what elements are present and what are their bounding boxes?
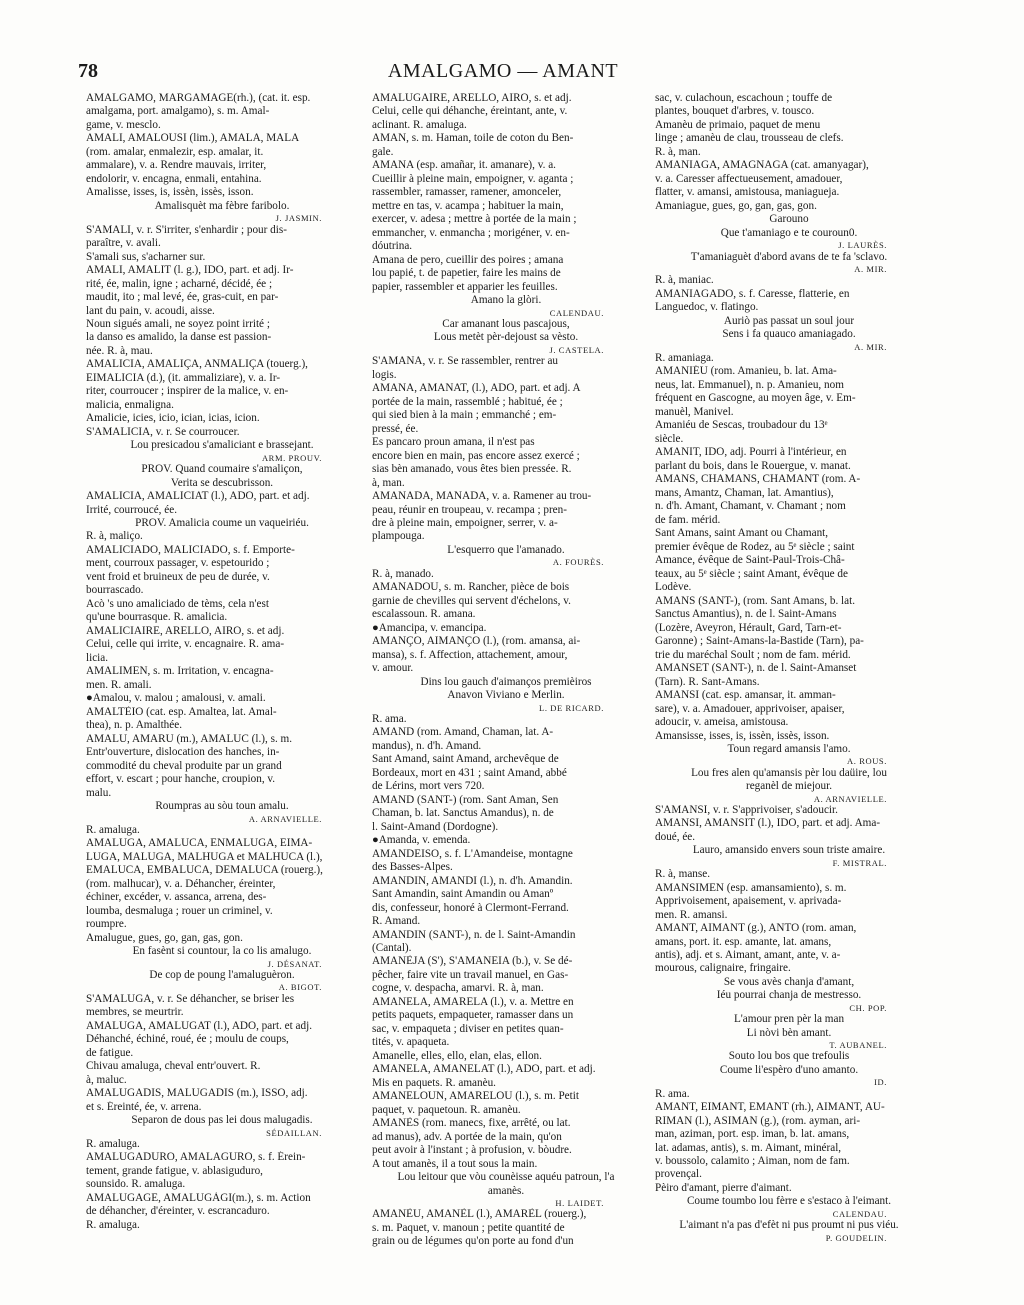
text-line: EIMALICIA (d.), (it. ammaliziare), v. a. Ir- [86,371,281,384]
text-line: AMANIAGADO, s. f. Caresse, flatterie, en [655,287,850,300]
text-line: LUGA, MALUGA, MALHUGA et MALHUCA (l.), [86,850,323,863]
text-line: AMAND (SANT-) (rom. Sant Aman, Sen [372,793,559,806]
text-line: AMALICIA, AMALIÇA, ANMALIÇA (touerg.), [86,358,308,371]
text-line: lou papié, t. de papetier, faire les mains de [372,267,561,280]
text-line: premier évêque de Rodez, au 5ᵉ siècle ; saint [655,540,855,553]
text-line: provençal. [655,1168,702,1181]
text-line: Sant Amans, saint Amant ou Chamant, [655,527,829,540]
text-line: ●Amalou, v. malou ; amalousi, v. amali. [86,692,266,705]
text-line: plantes, bouquet d'arbres, v. tousco. [655,105,815,118]
text-line: roumpre. [86,918,127,931]
text-line: R. amaniaga. [655,351,714,364]
text-line: de Lérins, mort vers 720. [372,780,485,793]
text-line: ment, courroux passager, v. espetourido ; [86,557,270,570]
text-line: de fam. mérid. [655,513,721,526]
text-line: doué, ée. [655,830,696,843]
quotation-source: CALENDAU. [549,307,604,318]
text-line: licia. [86,651,109,664]
text-line: tement, grande fatigue, v. ablasiguduro, [86,1164,263,1177]
text-line: AMANELA, AMARELA (l.), v. a. Mettre en [372,995,574,1008]
text-line: manuèl, Manivel. [655,405,734,418]
text-line: papier, rassembler et apparier les feuilles. [372,280,558,293]
text-line: Bordeaux, mort en 431 ; saint Amand, abbé [372,766,567,779]
text-line: S'AMALUGA, v. r. Se déhancher, se briser les [86,992,295,1005]
text-line: RIMAN (l.), ASIMAN (g.), (rom. ayman, ari- [655,1114,861,1127]
text-line: sounsido. R. amaluga. [86,1178,186,1191]
text-line: trie du maréchal Soult ; nom de fam. mérid. [655,648,851,661]
text-line: v. a. Caresser affectueusement, amadouer, [655,172,843,185]
text-line: maudit, ito ; mal levé, ée, gras-cuit, en par- [86,291,279,304]
text-line: adoucir, v. ameisa, amistousa. [655,716,789,729]
text-line: Sant Amandin, saint Amandin ou Amanº [372,888,554,901]
text-line: EMALUCA, EMBALUCA, DEMALUCA (rouerg.), [86,864,323,877]
text-line: AMALIMEN, s. m. Irritation, v. encagna- [86,665,274,678]
text-line: (Lozère, Aveyron, Hérault, Gard, Tarn-et- [655,621,842,634]
text-line: Amalicie, icies, icio, ician, icias, icion. [86,412,260,425]
text-line: R. à, maniac. [655,274,714,287]
text-line: AMANDEISO, s. f. L'Amandeise, montagne [372,847,573,860]
text-line: plampouga. [372,530,425,543]
page-header [78,60,928,90]
text-line: garnie de chevilles qui servent d'échelons, v. [372,594,571,607]
text-line: linge ; amanèu de clau, trousseau de clefs. [655,132,844,145]
text-line: Amansisse, isses, is, issèn, issès, isson. [655,729,830,742]
text-line: AMANELOUN, AMARELOU (l.), s. m. Petit [372,1090,579,1103]
quotation-source: A. BIGOT. [278,982,322,993]
quotation-line: amanès. [487,1184,525,1197]
text-line: flatter, v. amansi, amistousa, maniagueja. [655,186,840,199]
text-line: sac, v. culachoun, escachoun ; touffe de [655,92,833,104]
quotation-line: Amano la glòri. [470,294,542,307]
text-line: Pèiro d'amant, pierre d'aimant. [655,1181,792,1194]
text-line: AMANIÉU (rom. Amanieu, b. lat. Ama- [655,365,837,378]
text-line: Chaman, b. lat. Sanctus Amandus), n. de [372,807,554,820]
text-line: Noun sigués amali, ne soyez point irrité ; [86,317,270,330]
text-line: rassembler, ramasser, ramener, amonceler, [372,186,562,199]
text-line: R. amaluga. [86,1137,140,1150]
text-line: peau, réunir en troupeau, v. recampa ; pren- [372,503,567,516]
text-line: teaux, au 5ᵉ siècle ; saint Amant, évêque de [655,567,848,580]
text-line: sare), v. a. Amadouer, apprivoiser, apaiser, [655,702,845,715]
text-line: de déhancher, d'éreinter, v. escrancaduro. [86,1205,270,1218]
text-line: R. à, manse. [655,868,710,881]
text-line: AMALUGADIS, MALUGADIS (m.), ISSO, adj. [86,1087,308,1100]
quotation-line: Lou fres alen qu'amansis pèr lou daüire, lou [691,766,887,779]
text-line: R. à, man. [655,145,701,158]
text-line: Celui, celle qui déhanche, éreintant, ante, v. [372,105,568,118]
text-line: Déhanché, échiné, roué, ée ; moulu de coups, [86,1033,289,1046]
quotation-line: T'amaniaguèt d'abord avans de te fa 'sclavo. [690,250,888,263]
text-line: (rom. amalar, enmalezir, esp. amalar, it. [86,145,264,158]
quotation-source: J. CASTELA. [549,344,604,355]
quotation-line: Amalisquèt ma fèbre faribolo. [154,199,290,212]
text-line: amans, port. it. esp. amante, lat. amans, [655,935,832,948]
text-line: Sanctus Amantius), n. de l. Saint-Amans [655,608,837,621]
text-line: Amaniague, gues, go, gan, gas, gon. [655,199,817,212]
running-title: AMALGAMO — AMANT [387,60,619,82]
quotation-source: CALENDAU. [832,1208,887,1219]
text-line: paraître, v. avali. [86,237,161,250]
text-line: Amalugue, gues, go, gan, gas, gon. [86,931,243,944]
text-line: portée de la main, rassemblé ; habitué, ée ; [372,395,563,408]
text-line: dre à pleine main, empoigner, serrer, v. a- [372,517,558,529]
quotation-line: Car amanant lous pascajous, [442,317,570,330]
quotation-line: Que t'amaniago e te couroun0. [720,226,858,239]
text-line: AMANÈS (rom. manecs, fixe, arrêté, ou lat. [372,1117,571,1130]
text-line: dis, confesseur, honoré à Clermont-Ferrand. [372,901,569,914]
text-line: fréquent en Gascogne, au moyen âge, v. Em- [655,392,856,405]
text-line: Amanelle, elles, ello, elan, elas, ellon. [372,1049,542,1062]
text-line: AMANDIN, AMANDI (l.), n. d'h. Amandin. [372,874,573,887]
quotation-source: A. FOURÈS. [552,557,604,568]
text-line: Amance, évêque de Saint-Paul-Trois-Châ- [655,554,845,567]
text-line: AMALUGADURO, AMALAGURO, s. f. Érein- [86,1151,306,1164]
text-line: R. ama. [372,712,407,725]
text-line: ●Amanda, v. emenda. [372,834,471,847]
text-line: Lodève. [655,581,692,594]
quotation-source: J. LAURÈS. [838,240,887,251]
text-line: échiner, excéder, v. assanca, arrena, des- [86,891,267,904]
text-column-3 [655,92,923,1293]
text-line: aclinant. R. amaluga. [372,118,467,131]
text-line: et s. Éreinté, ée, v. arrena. [86,1100,202,1113]
text-line: neus, lat. Emmanuel), n. p. Amanieu, nom [655,378,844,391]
quotation-line: Souto lou bos que trefoulis [728,1050,850,1063]
text-column-1 [86,92,358,1293]
text-line: AMANELA, AMANELAT (l.), ADO, part. et adj. [372,1063,596,1076]
text-line: game, v. mesclo. [86,118,161,131]
text-line: dóutrina. [372,240,413,253]
text-line: R. à, maliço. [86,530,143,543]
text-line: mandus), n. d'h. Amand. [372,739,482,752]
text-line: loumba, desmaluga ; rouer un criminel, v. [86,904,273,917]
text-line: R. à, manado. [372,567,434,580]
text-line: cogne, v. despacha, amarvi. R. à, man. [372,982,544,995]
text-line: AMANÈJA (S'), S'AMANEIA (b.), v. Se dé- [372,955,573,968]
text-line: ammalare), v. a. Rendre mauvais, irriter, [86,159,267,172]
text-line: Amalisse, isses, is, issèn, issès, isson. [86,186,254,199]
text-line: grain ou de légumes qu'on porte au fond d'un [372,1235,574,1248]
text-line: n. d'h. Amant, Chamant, v. Chamant ; nom [655,500,846,513]
quotation-line: Toun regard amansis l'amo. [727,742,851,755]
quotation-line: PROV. Quand coumaire s'amaliçon, [141,463,303,476]
text-line: AMANS (SANT-), (rom. Sant Amans, b. lat. [655,594,856,607]
text-line: v. boussolo, calamito ; Aiman, nom de fam. [655,1154,850,1167]
text-line: malicia, enmaligna. [86,398,174,411]
page-number: 78 [78,60,98,82]
text-line: riter, courroucer ; inspirer de la malice, v. en- [86,385,289,398]
quotation-line: Coume toumbo lou fèrre e s'estaco à l'eimant. [686,1195,892,1208]
text-line: mansa), s. f. Affection, attachement, amour, [372,648,568,661]
text-line: man, aziman, port. esp. iman, b. lat. amans, [655,1128,850,1141]
text-line: AMALGAMO, MARGAMAGE(rh.), (cat. it. esp. [86,92,311,104]
text-line: AMANDIN (SANT-), n. de l. Saint-Amandin [372,928,576,941]
quotation-line: Garouno [769,213,809,226]
text-line: à, man. [372,476,405,489]
text-line: AMANSI, AMANSIT (l.), IDO, part. et adj. Ama- [655,817,881,830]
text-line: AMALUGA, AMALUGAT (l.), ADO, part. et adj. [86,1019,313,1032]
text-line: AMANA (esp. amañar, it. amanare), v. a. [372,159,556,172]
text-line: logis. [372,368,397,381]
text-line: R. amaluga. [86,1218,140,1231]
quotation-line: Lou leitour que vòu counèisse aquéu patroun, l'a [397,1171,615,1184]
text-line: AMALTÈIO (cat. esp. Amaltea, lat. Amal- [86,705,277,718]
text-line: pressé, ée. [372,422,419,435]
text-line: qui sied bien à la main ; emmanché ; em- [372,409,557,422]
text-line: Acò 's uno amaliciado de tèms, cela n'est [86,597,269,610]
text-line: vent froid et bruineux de peu de durée, v. [86,570,270,583]
text-line: lat. adamas, antis), s. m. Aimant, minéral, [655,1141,842,1154]
quotation-line: Separon de dous pas lei dous malugadis. [131,1114,313,1127]
text-line: la danso es amalido, la danse est passion- [86,331,272,344]
text-line: Amaniéu de Sescas, troubadour du 13ᵉ [655,419,828,432]
text-line: AMANÈU, AMANÈL (l.), AMARÈL (rouerg.), [372,1208,587,1221]
text-line: Amana de pero, cueillir des poires ; amana [372,253,564,266]
quotation-line: reganèl de miejour. [745,780,833,793]
text-line: bourrascado. [86,584,144,597]
text-line: endolorir, v. encagna, enmali, entahina. [86,172,262,185]
text-line: Mis en paquets. R. amanèu. [372,1076,496,1089]
quotation-source: A. ROUS. [847,756,887,767]
text-line: S'AMANA, v. r. Se rassembler, rentrer au [372,355,559,368]
text-line: S'AMALICIA, v. r. Se courroucer. [86,425,240,438]
text-line: emmancher, v. enmancha ; morigéner, v. en- [372,226,570,239]
text-line: à, maluc. [86,1073,127,1086]
text-line: S'AMALI, v. r. S'irriter, s'enhardir ; pour dis- [86,223,287,236]
text-line: AMALUGAIRE, ARELLO, AIRO, s. et adj. [372,92,572,104]
quotation-line: Dins lou gauch d'aimanços premièiros [420,675,592,688]
text-line: parlant du bois, dans le Rouergue, v. manat. [655,459,851,472]
text-line: AMANS, CHAMANS, CHAMANT (rom. A- [655,473,861,486]
text-line: petits paquets, empaqueter, ramasser dans un [372,1009,574,1022]
quotation-source: A. ARNAVIELLE. [248,813,322,824]
text-line: membres, se meurtrir. [86,1006,184,1019]
quotation-line: L'aimant n'a pas d'efèt ni pus proumt ni pus viéu. [679,1219,899,1232]
text-line: sac, v. empaqueta ; diviser en petites quan- [372,1022,564,1035]
text-line: AMALICIAIRE, ARELLO, AIRO, s. et adj. [86,624,285,637]
text-line: Entr'ouverture, dislocation des hanches, in- [86,746,280,759]
text-line: l. Saint-Amand (Dordogne). [372,820,499,833]
text-line: Sant Amand, saint Amand, archevêque de [372,753,559,766]
text-line: amalgama, port. amalgamo), s. m. Amal- [86,105,270,118]
quotation-source: J. DÉSANAT. [267,958,322,969]
text-line: AMANADOU, s. m. Rancher, pièce de bois [372,581,570,594]
quotation-source: P. GOUDELIN. [825,1232,887,1243]
text-line: pêcher, faire vite un travail manuel, en Gas- [372,968,569,981]
text-line: A tout amanès, il a tout sous la main. [372,1157,538,1170]
quotation-source: A. MIR. [854,264,887,275]
text-line: AMALI, AMALIT (l. g.), IDO, part. et adj. Ir- [86,264,294,277]
text-line: Chivau amaluga, cheval entr'ouvert. R. [86,1060,261,1073]
text-line: S'amali sus, s'acharner sur. [86,250,206,263]
text-line: AMALICIA, AMALICIAT (l.), ADO, part. et adj. [86,490,310,503]
text-line: men. R. amansi. [655,908,728,921]
quotation-source: CH. POP. [849,1002,887,1013]
text-line: mourous, calignaire, fringaire. [655,962,791,975]
text-line: thea), n. p. Amalthée. [86,719,182,732]
quotation-source: H. LAIDET. [555,1198,604,1209]
text-line: AMANA, AMANAT, (l.), ADO, part. et adj. A [372,382,581,395]
text-line: rité, ée, malin, igne ; acharné, décidé, ée ; [86,277,273,290]
quotation-line: Lous metèt pèr-dejoust sa vèsto. [433,331,579,344]
text-line: Es pancaro proun amana, il n'est pas [372,436,535,449]
text-line: Apprivoisement, apaisement, v. aprivada- [655,895,842,908]
text-column-2 [372,92,640,1293]
text-line: AMAN, s. m. Haman, toile de coton du Ben- [372,132,574,145]
text-line: Garonne) ; Saint-Amans-la-Bastide (Tarn), pa- [655,635,864,648]
text-line: de fatigue. [86,1046,134,1059]
text-line: R. ama. [655,1087,690,1100]
text-line: Languedoc, v. flatingo. [655,301,759,314]
quotation-line: Anavon Viviano e Merlin. [447,689,565,702]
text-line: AMANSI (cat. esp. amansar, it. amman- [655,689,836,702]
text-line: exercer, v. adesa ; mettre à portée de la main ; [372,213,577,226]
text-line: ●Amancipa, v. emancipa. [372,621,487,634]
quotation-line: Verita se descubrisson. [170,476,274,489]
quotation-line: Sens i fa quauco amaniagado. [722,328,856,341]
text-line: mettre en tas, v. acampa ; habituer la main, [372,199,564,212]
quotation-line: Coume li'espèro d'uno amanto. [719,1063,859,1076]
text-line: (Cantal). [372,942,412,954]
quotation-line: Roumpras au sòu toun amalu. [155,800,289,813]
quotation-line: Li nòvi bèn amant. [746,1026,832,1039]
text-line: Amanèu de primaio, paquet de menu [655,118,821,131]
text-line: peut avoir à l'instant ; à profusion, v. bòudre. [372,1144,572,1157]
text-line: gale. [372,145,394,158]
text-line: AMALICIADO, MALICIADO, s. f. Emporte- [86,543,295,556]
text-line: AMANADA, MANADA, v. a. Ramener au trou- [372,490,592,503]
text-line: v. amour. [372,662,414,675]
text-line: qu'une bourrasque. R. amalicia. [86,611,228,624]
text-line: AMANSIMEN (esp. amansamiento), s. m. [655,881,847,894]
quotation-line: L'amour pren pèr la man [733,1013,845,1026]
text-line: men. R. amali. [86,678,152,691]
text-line: s. m. Paquet, v. manoun ; petite quantité de [372,1221,565,1234]
text-line: antis), adj. et s. Aimant, amant, ante, v. a- [655,948,841,961]
text-line: (Tarn). R. Sant-Amans. [655,675,760,688]
quotation-line: Auriò pas passat un soul jour [723,314,855,327]
text-line: AMALUGAGE, AMALUGÀGI(m.), s. m. Action [86,1191,311,1204]
quotation-line: Iéu pourrai chanja de mestresso. [716,989,862,1002]
quotation-line: Lauro, amansido envers soun triste amaire. [692,844,886,857]
quotation-source: A. MIR. [854,341,887,352]
text-line: AMANSET (SANT-), n. de l. Saint-Amanset [655,662,857,675]
quotation-line: De cop de poung l'amaluguèron. [149,968,295,981]
text-line: escalassoun. R. amana. [372,608,476,621]
quotation-line: En fasènt si countour, la co lis amalugo. [132,945,312,958]
text-line: AMANIT, IDO, adj. Pourri à l'intérieur, en [655,446,847,459]
text-line: mans, Amantz, Chaman, lat. Amantius), [655,486,834,499]
text-line: S'AMANSI, v. r. S'apprivoiser, s'adoucir. [655,803,838,816]
text-line: AMANIAGA, AMAGNAGA (cat. amanyagar), [655,159,869,172]
text-line: lant du pain, v. acoudi, aisse. [86,304,215,317]
text-line: AMAND (rom. Amand, Chaman, lat. A- [372,726,554,739]
quotation-line: Se vous avès chanja d'amant, [723,975,855,988]
text-line: commodité du cheval produite par un grand [86,759,282,772]
quotation-line: Lou presicadou s'amaliciant e brassejant. [130,439,314,452]
text-line: AMALU, AMARU (m.), AMALUC (l.), s. m. [86,732,293,745]
quotation-source: F. MISTRAL. [832,857,887,868]
text-line: Irrité, courroucé, ée. [86,503,177,516]
quotation-source: A. ARNAVIELLE. [813,793,887,804]
quotation-source: J. JASMIN. [275,213,322,224]
text-line: (rom. malhucar), v. a. Déhancher, éreinter, [86,877,276,890]
text-line: AMALI, AMALOUSI (lim.), AMALA, MALA [86,132,300,145]
quotation-line: L'esquerro que l'amanado. [447,543,565,556]
text-line: encore bien en main, pas encore assez exercé ; [372,449,580,462]
text-line: AMANT, EIMANT, EMANT (rh.), AIMANT, AU- [655,1101,885,1114]
text-line: AMALUGA, AMALUCA, ENMALUGA, EIMA- [86,837,313,850]
quotation-source: ID. [874,1077,887,1088]
text-line: R. Amand. [372,915,421,928]
text-line: malu. [86,786,112,799]
text-line: sias bèn amanado, vous êtes bien pressée. R. [372,463,572,476]
quotation-source: T. AUBANEL. [829,1040,887,1051]
text-line: AMANÇO, AIMANÇO (l.), (rom. amansa, ai- [372,635,581,648]
text-line: AMANT, AIMANT (g.), ANTO (rom. aman, [655,922,857,935]
text-line: née. R. à, mau. [86,344,153,357]
quotation-source: SÉDAILLAN. [266,1127,322,1138]
quotation-line: PROV. Amalicia coume un vaqueiriéu. [135,517,309,529]
text-line: ad manus), adv. A portée de la main, qu'on [372,1130,562,1143]
quotation-source: ARM. PROUV. [261,452,322,463]
text-line: des Basses-Alpes. [372,861,453,874]
text-line: tités, v. apaqueta. [372,1036,450,1049]
text-line: effort, v. escart ; pour hanche, croupion, v. [86,773,276,786]
text-line: siècle. [655,432,684,445]
text-line: R. amaluga. [86,823,140,836]
text-line: Celui, celle qui irrite, v. encagnaire. R. ama- [86,638,285,651]
text-line: Cueillir à pleine main, empoigner, v. aganta ; [372,172,574,185]
text-line: paquet, v. paquetoun. R. amanèu. [372,1103,521,1116]
quotation-source: L. DE RICARD. [539,702,604,713]
